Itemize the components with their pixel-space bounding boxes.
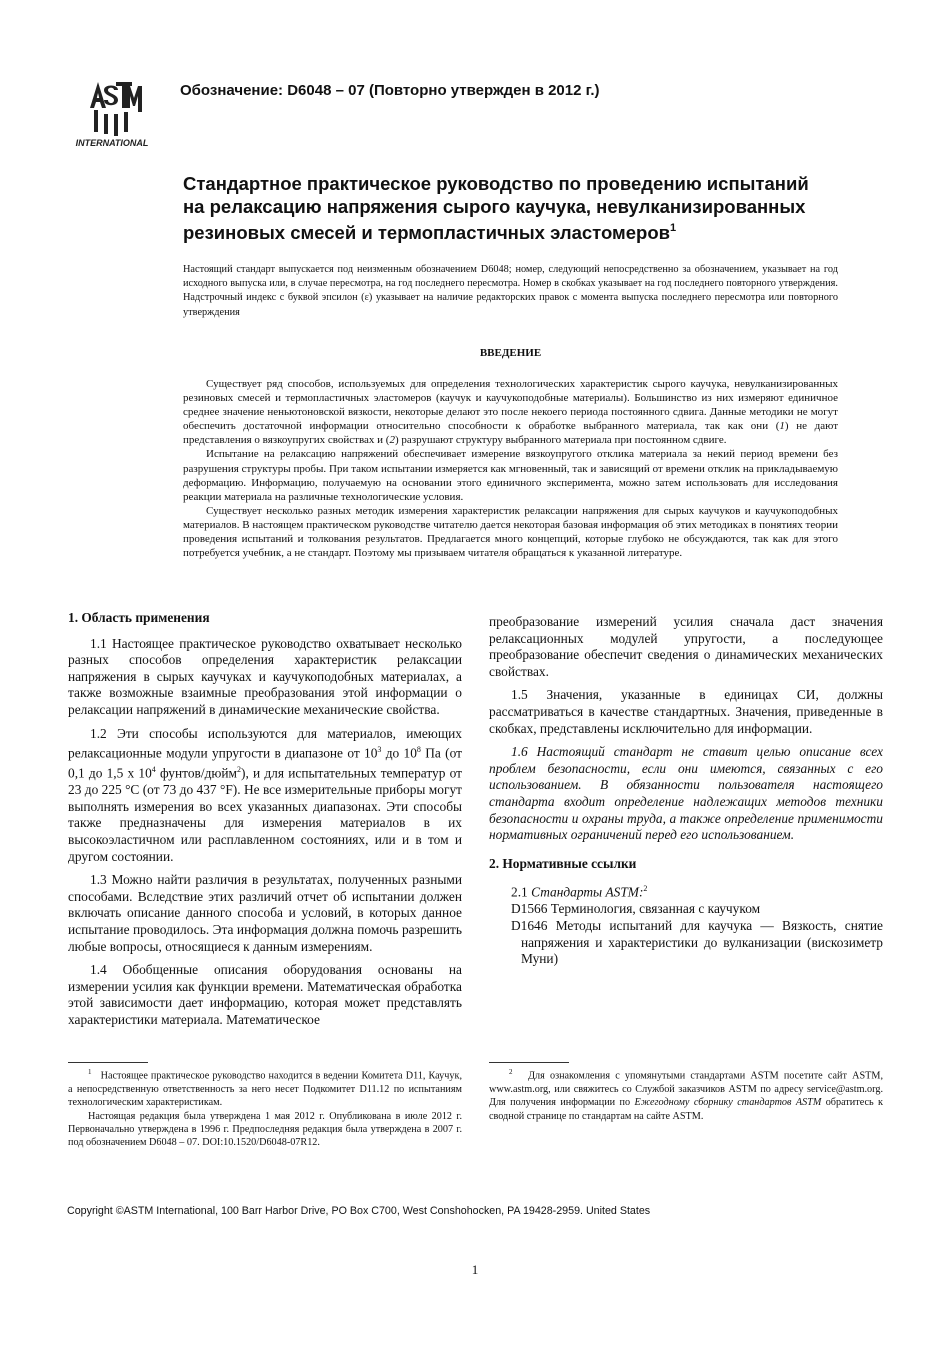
designation: Обозначение: D6048 – 07 (Повторно утвержден в 2012 г.) — [180, 82, 600, 99]
reference-d1566: D1566 Терминология, связанная с каучуком — [511, 901, 761, 917]
copyright-notice: Copyright ©ASTM International, 100 Barr Harbor Drive, PO Box C700, West Conshohocken, PA 19428-2959. United States — [67, 1205, 651, 1217]
exp-3: 4 — [151, 765, 156, 775]
para-1-3: 1.3 Можно найти различия в результатах, полученных разными способами. Вследствие этих различий отчет об испытании должен включать описание данного способа и условий, в которых данное испытание проводилось. Эта информация должна помочь разрешить любые вопросы, относящиеся к данным измерениям. — [68, 872, 462, 954]
para-1-2-d: фунтов/дюйм — [155, 765, 238, 781]
intro-heading: ВВЕДЕНИЕ — [479, 347, 542, 359]
intro-p1-num2: 2 — [389, 434, 395, 447]
para-2-1 — [489, 881, 883, 901]
footnote-1 — [68, 1066, 462, 1150]
intro-p1-num1: 1 — [779, 420, 785, 433]
document-title — [183, 172, 823, 244]
para-1-1: 1.1 Настоящее практическое руководство охватывает несколько разных способов определения характеристик релаксации напряжения в сырых каучуках и каучукоподобных материалах, а также возможные взаимные преобразования этой информации о релаксации напряжений в динамические механические свойства. — [68, 635, 462, 717]
footnote-2-num: 2 — [509, 1068, 513, 1076]
intro-p1-part-b: ) не дают представления о вязкоупругих свойствах и ( — [183, 420, 839, 447]
exp-1: 3 — [377, 745, 382, 755]
para-1-2 — [68, 726, 462, 866]
footnote-2-b: Ежегодному сборнику стандартов ASTM — [634, 1097, 822, 1109]
astm-logo — [68, 76, 156, 150]
para-2-1-b: Стандарты ASTM: — [531, 884, 644, 900]
title-text: Стандартное практическое руководство по проведению испытаний на релаксацию напряжения сырого каучука, невулканизированных резиновых смесей и термопластичных эластомеров — [183, 173, 809, 244]
introduction — [183, 377, 838, 560]
para-1-4-continued: преобразование измерений усилия сначала даст значения релаксационных модулей упругости, а последующее преобразование обеспечит сведения о динамических механических свойствах. — [489, 614, 883, 679]
footnote-2-p — [489, 1066, 883, 1123]
footnote-2-c: обратитесь к сводной странице по стандартам на сайте ASTM. — [489, 1097, 883, 1122]
intro-paragraph-1 — [183, 377, 838, 447]
standard-notice: Настоящий стандарт выпускается под неизменным обозначением D6048; номер, следующий непосредственно за обозначением, указывает на год исходного выпуска или, в случае пересмотра, на год последнего пересмотра. Номер в скобках указывает на год последнего повторного утверждения. Надстрочный индекс с буквой эпсилон (ε) указывает на наличие редакторских правок с момента выпуска последнего пересмотра или повторного утверждения — [183, 264, 838, 318]
intro-paragraph-2: Испытание на релаксацию напряжений обеспечивает измерение вязкоупругого отклика материала за некий период времени без разрушения структуры пробы. При таком испытании измеряется как мгновенный, так и зависящий от времени отклик на прикладываемую деформацию. Информацию, получаемую на основании этого единичного эксперимента, можно затем использовать для исследования реакции материала на различные технологические условия. — [183, 448, 838, 503]
reference-d1646: D1646 Методы испытаний для каучука — Вязкость, снятие напряжения и характеристики до вулканизации (вискозиметр Муни) — [511, 917, 883, 967]
intro-p1-part-a: Существует ряд способов, используемых для определения технологических характеристик сырого каучука, невулканизированных резиновых смесей и термопластичных эластомеров (каучук и каучукоподобные материалы). Большинство из них измеряют единичное среднее значение неньютоновской вязкости, некоторые делают это после некоего периода постоянного сдвига. Данные методики не могут обеспечить достаточной информации относительно способности к обработке выбранного материала, так как они ( — [183, 378, 838, 433]
logo-subtext: INTERNATIONAL — [75, 138, 149, 148]
footnote-1-num: 1 — [88, 1068, 92, 1076]
section-1-heading: 1. Область применения — [68, 610, 210, 625]
footnote-1-p2: Настоящая редакция была утверждена 1 мая 2012 г. Опубликована в июле 2012 г. Первоначально утверждена в 1996 г. Предпоследняя редакция была утверждена в 2007 г. под обозначением D6048 – 07. DOI:10.1520/D6048-07R12. — [68, 1110, 462, 1149]
footnote-2-a: Для ознакомления с упомянутыми стандартами ASTM посетите сайт ASTM, www.astm.org, или свяжитесь со Службой заказчиков ASTM по адресу service@astm.org. Для получения информации по — [489, 1070, 883, 1109]
section-2-heading: 2. Нормативные ссылки — [489, 855, 637, 871]
footnote-1-text: Настоящее практическое руководство находится в ведении Комитета D11, Каучук, а непосредственную ответственность за него несет Подкомитет D11.12 по испытаниям технологическим характеристикам. — [68, 1070, 462, 1109]
para-1-6: 1.6 Настоящий стандарт не ставит целью описание всех проблем безопасности, если они имеются, связанных с его использованием. В обязанности пользователя настоящего стандарта входит определение надлежащих методов техники безопасности и охраны труда, а также определение применимости нормативных ограничений перед его использованием. — [489, 744, 883, 843]
para-1-4: 1.4 Обобщенные описания оборудования основаны на измерении усилия как функции времени. Математическая обработка этой зависимости дает информацию, которая может представлять характеристики материала. Математическое — [68, 962, 462, 1027]
para-1-2-b: до 10 — [381, 745, 417, 761]
intro-p1-part-c: ) разрушают структуру выбранного материала при постоянном сдвиге. — [394, 434, 727, 447]
para-2-1-a: 2.1 — [511, 884, 532, 900]
para-1-2-c: Па (от 0,1 до 1,5 x 10 — [68, 745, 462, 781]
footnote-divider-left — [68, 1062, 148, 1063]
page-number: 1 — [471, 1262, 479, 1277]
para-1-5: 1.5 Значения, указанные в единицах СИ, должны рассматриваться в качестве стандартных. Значения, приведенные в скобках, представлены исключительно для информации. — [489, 687, 883, 736]
right-column — [489, 614, 883, 968]
footnote-divider-right — [489, 1062, 569, 1063]
astm-logo-mark — [68, 76, 156, 150]
para-1-2-f: ), и для испытательных температур от 23 до 225 °C (от 73 до 437 °F). Не все измерительные приборы могут выполнять измерения во всех указанных диапазонах. Эти способы также предназначены для измерения материалов в их высокоэластичном или расплавленном состояниях, или и в том и другом состоянии. — [68, 765, 462, 864]
footnote-1-p1 — [68, 1066, 462, 1110]
left-column — [68, 610, 462, 1036]
intro-paragraph-3: Существует несколько разных методик измерения характеристик релаксации напряжения для сырых каучуков и каучукоподобных материалов. В настоящем практическом руководстве читателю дается некоторая базовая информация об этих методиках в понятиях теории проведения испытаний и толкования результатов. Предлагается много концепций, которые глубоко не обсуждаются, так как для этого потребуется учебник, а не стандарт. Поэтому мы призываем читателя обращаться к указанной литературе. — [183, 504, 838, 560]
para-1-2-a: 1.2 Эти способы используются для материалов, имеющих релаксационные модули упругости в диапазоне от 10 — [68, 725, 462, 761]
footnote-2 — [489, 1066, 883, 1123]
para-2-1-sup: 2 — [643, 884, 648, 894]
exp-2: 8 — [416, 745, 421, 755]
exp-4: 2 — [237, 765, 242, 775]
title-footnote-ref: 1 — [670, 222, 677, 234]
